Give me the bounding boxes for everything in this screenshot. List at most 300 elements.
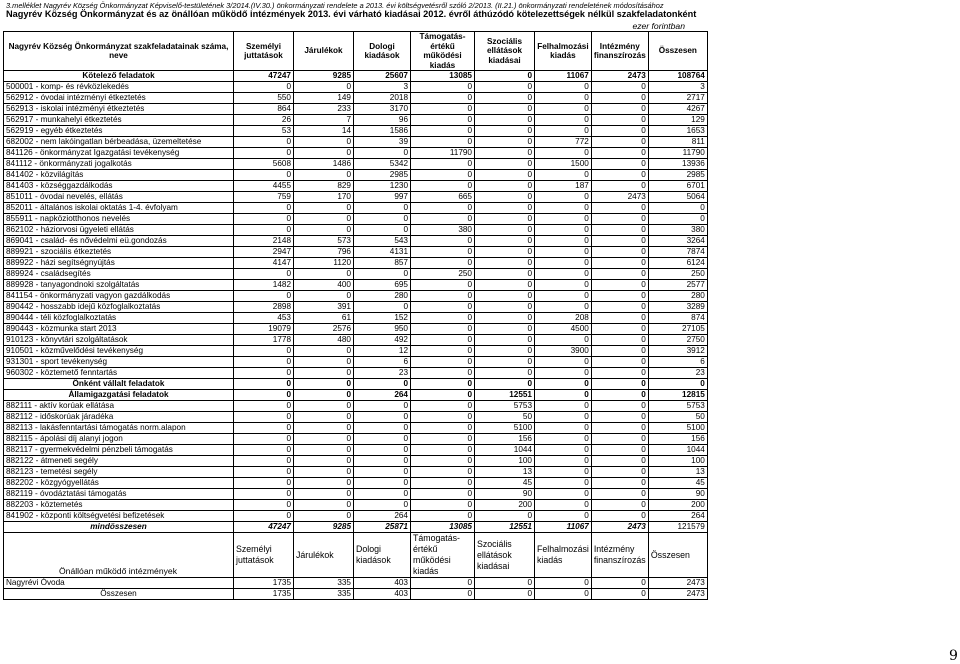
value-cell: 13936 <box>648 159 707 170</box>
value-cell: 0 <box>294 478 354 489</box>
value-cell: 12 <box>354 346 411 357</box>
value-cell: 11067 <box>535 522 592 533</box>
value-cell: 0 <box>411 445 475 456</box>
value-cell: 0 <box>234 357 294 368</box>
table-row <box>4 456 708 467</box>
table-row <box>4 170 708 181</box>
value-cell: 12815 <box>648 390 707 401</box>
table-row <box>4 148 708 159</box>
value-cell: 121579 <box>648 522 707 533</box>
value-cell: 12551 <box>475 390 535 401</box>
value-cell: 453 <box>234 313 294 324</box>
table-row <box>4 291 708 302</box>
value-cell: 772 <box>535 137 592 148</box>
value-cell: 2947 <box>234 247 294 258</box>
value-cell: 0 <box>475 313 535 324</box>
value-cell: 5064 <box>648 192 707 203</box>
value-cell: 5342 <box>354 159 411 170</box>
value-cell: 0 <box>591 159 648 170</box>
value-cell: 864 <box>234 104 294 115</box>
value-cell: 0 <box>535 104 592 115</box>
value-cell: 0 <box>591 170 648 181</box>
value-cell: 0 <box>411 115 475 126</box>
value-cell: 0 <box>648 214 707 225</box>
value-cell: 13 <box>475 467 535 478</box>
value-cell: 0 <box>591 115 648 126</box>
value-cell: 380 <box>648 225 707 236</box>
value-cell: 0 <box>294 500 354 511</box>
value-cell: 0 <box>354 445 411 456</box>
value-cell: 0 <box>535 236 592 247</box>
value-cell: 0 <box>591 269 648 280</box>
value-cell: 0 <box>591 258 648 269</box>
institutions-header-name: Önállóan működő intézmények <box>4 533 234 578</box>
value-cell: 1735 <box>234 578 294 589</box>
value-cell: 0 <box>411 456 475 467</box>
value-cell: 0 <box>535 379 592 390</box>
value-cell: 3900 <box>535 346 592 357</box>
value-cell: 0 <box>411 423 475 434</box>
value-cell: 200 <box>475 500 535 511</box>
value-cell: 0 <box>411 335 475 346</box>
value-cell: 997 <box>354 192 411 203</box>
value-cell: 0 <box>475 280 535 291</box>
table-row <box>4 434 708 445</box>
value-cell: 0 <box>411 302 475 313</box>
value-cell: 0 <box>591 412 648 423</box>
table-row <box>4 214 708 225</box>
value-cell: 0 <box>591 511 648 522</box>
row-label: 882122 - átmeneti segély <box>4 456 234 467</box>
column-header-institution-funding: Intézmény finanszírozás <box>591 32 648 71</box>
table-row <box>4 247 708 258</box>
value-cell: 0 <box>475 82 535 93</box>
value-cell: 45 <box>475 478 535 489</box>
value-cell: 6 <box>648 357 707 368</box>
value-cell: 2576 <box>294 324 354 335</box>
row-label: 841154 - önkormányzati vagyon gazdálkodás <box>4 291 234 302</box>
value-cell: 2473 <box>591 192 648 203</box>
row-label: 682002 - nem lakóingatlan bérbeadása, üzemeltetése <box>4 137 234 148</box>
value-cell: 0 <box>411 291 475 302</box>
table-row <box>4 137 708 148</box>
value-cell: 0 <box>535 357 592 368</box>
value-cell: 829 <box>294 181 354 192</box>
value-cell: 14 <box>294 126 354 137</box>
value-cell: 0 <box>535 280 592 291</box>
value-cell: 0 <box>535 401 592 412</box>
value-cell: 0 <box>591 346 648 357</box>
table-row <box>4 313 708 324</box>
value-cell: 0 <box>411 478 475 489</box>
value-cell: 0 <box>411 467 475 478</box>
value-cell: 0 <box>591 225 648 236</box>
row-label: 562917 - munkahelyi étkeztetés <box>4 115 234 126</box>
value-cell: 0 <box>411 137 475 148</box>
value-cell: 100 <box>475 456 535 467</box>
value-cell: 3289 <box>648 302 707 313</box>
value-cell: 5100 <box>648 423 707 434</box>
value-cell: 0 <box>535 489 592 500</box>
value-cell: 0 <box>411 368 475 379</box>
value-cell: 1586 <box>354 126 411 137</box>
row-label: 882123 - temetési segély <box>4 467 234 478</box>
value-cell: 264 <box>354 390 411 401</box>
institutions-column-header: Személyi juttatások <box>234 533 294 578</box>
value-cell: 0 <box>535 269 592 280</box>
value-cell: 0 <box>591 589 648 600</box>
value-cell: 0 <box>294 269 354 280</box>
table-row <box>4 192 708 203</box>
value-cell: 0 <box>234 412 294 423</box>
value-cell: 0 <box>411 126 475 137</box>
value-cell: 108764 <box>648 71 707 82</box>
value-cell: 950 <box>354 324 411 335</box>
institutions-header-row <box>4 533 708 578</box>
value-cell: 0 <box>411 82 475 93</box>
value-cell: 0 <box>591 478 648 489</box>
table-row <box>4 302 708 313</box>
value-cell: 5753 <box>648 401 707 412</box>
row-label: 910123 - könyvtári szolgáltatások <box>4 335 234 346</box>
value-cell: 0 <box>535 82 592 93</box>
value-cell: 0 <box>354 456 411 467</box>
value-cell: 2473 <box>591 522 648 533</box>
value-cell: 0 <box>294 489 354 500</box>
column-header-social: Szociális ellátások kiadásai <box>475 32 535 71</box>
value-cell: 0 <box>591 181 648 192</box>
value-cell: 0 <box>591 335 648 346</box>
table-row <box>4 258 708 269</box>
value-cell: 0 <box>535 291 592 302</box>
value-cell: 0 <box>354 379 411 390</box>
table-row <box>4 159 708 170</box>
value-cell: 0 <box>411 214 475 225</box>
value-cell: 0 <box>648 379 707 390</box>
value-cell: 2473 <box>591 71 648 82</box>
table-row <box>4 511 708 522</box>
value-cell: 2985 <box>354 170 411 181</box>
value-cell: 0 <box>411 511 475 522</box>
row-label: 562912 - óvodai intézményi étkeztetés <box>4 93 234 104</box>
value-cell: 2473 <box>648 578 707 589</box>
value-cell: 0 <box>591 500 648 511</box>
value-cell: 3 <box>354 82 411 93</box>
value-cell: 2473 <box>648 589 707 600</box>
value-cell: 0 <box>294 291 354 302</box>
row-label: 500001 - komp- és révközlekedés <box>4 82 234 93</box>
value-cell: 0 <box>535 247 592 258</box>
value-cell: 0 <box>535 511 592 522</box>
value-cell: 23 <box>648 368 707 379</box>
value-cell: 0 <box>354 148 411 159</box>
value-cell: 0 <box>234 214 294 225</box>
institutions-column-header: Intézmény finanszírozás <box>591 533 648 578</box>
value-cell: 400 <box>294 280 354 291</box>
value-cell: 0 <box>354 412 411 423</box>
value-cell: 0 <box>354 203 411 214</box>
value-cell: 0 <box>294 511 354 522</box>
value-cell: 25607 <box>354 71 411 82</box>
table-row <box>4 324 708 335</box>
value-cell: 1500 <box>535 159 592 170</box>
value-cell: 0 <box>535 192 592 203</box>
value-cell: 0 <box>591 137 648 148</box>
table-row <box>4 467 708 478</box>
value-cell: 1230 <box>354 181 411 192</box>
table-row <box>4 104 708 115</box>
column-header-total: Összesen <box>648 32 707 71</box>
value-cell: 13085 <box>411 71 475 82</box>
value-cell: 0 <box>234 434 294 445</box>
institutions-column-header: Dologi kiadások <box>354 533 411 578</box>
value-cell: 0 <box>294 148 354 159</box>
value-cell: 3170 <box>354 104 411 115</box>
value-cell: 0 <box>411 401 475 412</box>
table-row <box>4 269 708 280</box>
value-cell: 0 <box>234 291 294 302</box>
row-label: Összesen <box>4 589 234 600</box>
value-cell: 156 <box>475 434 535 445</box>
value-cell: 1486 <box>294 159 354 170</box>
value-cell: 0 <box>294 401 354 412</box>
value-cell: 0 <box>411 258 475 269</box>
table-row <box>4 236 708 247</box>
value-cell: 156 <box>648 434 707 445</box>
value-cell: 0 <box>535 126 592 137</box>
table-row <box>4 82 708 93</box>
value-cell: 61 <box>294 313 354 324</box>
value-cell: 233 <box>294 104 354 115</box>
value-cell: 0 <box>294 423 354 434</box>
value-cell: 796 <box>294 247 354 258</box>
value-cell: 0 <box>354 500 411 511</box>
value-cell: 0 <box>648 203 707 214</box>
value-cell: 0 <box>294 170 354 181</box>
value-cell: 100 <box>648 456 707 467</box>
value-cell: 0 <box>535 170 592 181</box>
value-cell: 0 <box>475 269 535 280</box>
table-row <box>4 489 708 500</box>
value-cell: 0 <box>411 589 475 600</box>
row-label: 890443 - közmunka start 2013 <box>4 324 234 335</box>
row-label: 882117 - gyermekvédelmi pénzbeli támogatás <box>4 445 234 456</box>
table-row <box>4 478 708 489</box>
value-cell: 0 <box>234 489 294 500</box>
value-cell: 0 <box>535 203 592 214</box>
value-cell: 0 <box>535 456 592 467</box>
value-cell: 0 <box>475 368 535 379</box>
value-cell: 149 <box>294 93 354 104</box>
value-cell: 403 <box>354 589 411 600</box>
value-cell: 0 <box>475 247 535 258</box>
value-cell: 0 <box>411 181 475 192</box>
value-cell: 47247 <box>234 522 294 533</box>
column-header-transfers: Támogatás-értékű működési kiadás <box>411 32 475 71</box>
value-cell: 0 <box>475 170 535 181</box>
value-cell: 0 <box>354 434 411 445</box>
value-cell: 4455 <box>234 181 294 192</box>
value-cell: 50 <box>648 412 707 423</box>
value-cell: 0 <box>591 423 648 434</box>
column-header-contributions: Járulékok <box>294 32 354 71</box>
table-row <box>4 401 708 412</box>
row-label: 562913 - iskolai intézményi étkeztetés <box>4 104 234 115</box>
value-cell: 9285 <box>294 71 354 82</box>
value-cell: 0 <box>411 247 475 258</box>
value-cell: 0 <box>535 467 592 478</box>
table-row <box>4 181 708 192</box>
value-cell: 759 <box>234 192 294 203</box>
value-cell: 0 <box>294 445 354 456</box>
value-cell: 2750 <box>648 335 707 346</box>
table-row <box>4 335 708 346</box>
value-cell: 0 <box>475 181 535 192</box>
value-cell: 0 <box>354 489 411 500</box>
row-label: 855911 - napköziotthonos nevelés <box>4 214 234 225</box>
column-header-name: Nagyrév Község Önkormányzat szakfeladatainak száma, neve <box>4 32 234 71</box>
value-cell: 0 <box>294 346 354 357</box>
value-cell: 1120 <box>294 258 354 269</box>
column-header-capital: Felhalmozási kiadás <box>535 32 592 71</box>
value-cell: 187 <box>535 181 592 192</box>
value-cell: 0 <box>475 258 535 269</box>
value-cell: 0 <box>411 434 475 445</box>
value-cell: 0 <box>535 390 592 401</box>
value-cell: 4267 <box>648 104 707 115</box>
value-cell: 0 <box>475 511 535 522</box>
value-cell: 53 <box>234 126 294 137</box>
value-cell: 2148 <box>234 236 294 247</box>
page-number: 9 <box>949 648 958 664</box>
value-cell: 0 <box>354 401 411 412</box>
document-reference-line: 3.melléklet Nagyrév Község Önkormányzat Képviselő-testületének 3/2014.(IV.30.) önkormányzati rendelete a 2013. évi költségvetésről szóló 2/2013. (II.21.) önkormányzati rendeletének módosításához <box>6 1 664 10</box>
value-cell: 0 <box>591 247 648 258</box>
value-cell: 380 <box>411 225 475 236</box>
value-cell: 90 <box>475 489 535 500</box>
row-label: Kötelező feladatok <box>4 71 234 82</box>
value-cell: 0 <box>294 357 354 368</box>
value-cell: 2577 <box>648 280 707 291</box>
table-row <box>4 203 708 214</box>
column-header-row <box>4 32 708 71</box>
value-cell: 0 <box>591 357 648 368</box>
value-cell: 0 <box>234 346 294 357</box>
row-label: 960302 - köztemető fenntartás <box>4 368 234 379</box>
value-cell: 0 <box>591 379 648 390</box>
value-cell: 0 <box>294 456 354 467</box>
value-cell: 0 <box>535 578 592 589</box>
row-label: 890444 - téli közfoglalkoztatás <box>4 313 234 324</box>
value-cell: 0 <box>591 126 648 137</box>
value-cell: 573 <box>294 236 354 247</box>
value-cell: 0 <box>475 159 535 170</box>
value-cell: 0 <box>475 302 535 313</box>
value-cell: 2018 <box>354 93 411 104</box>
value-cell: 12551 <box>475 522 535 533</box>
value-cell: 0 <box>535 412 592 423</box>
document-title: Nagyrév Község Önkormányzat és az önállóan működő intézmények 2013. évi várható kiadásai 2012. évről áthúzódó kötelezettségek nélkül szakfeladatonként <box>6 9 697 19</box>
value-cell: 0 <box>475 324 535 335</box>
value-cell: 3912 <box>648 346 707 357</box>
value-cell: 0 <box>294 379 354 390</box>
value-cell: 1044 <box>648 445 707 456</box>
table-row <box>4 500 708 511</box>
row-label: 882119 - óvodáztatási támogatás <box>4 489 234 500</box>
value-cell: 6701 <box>648 181 707 192</box>
institutions-column-header: Felhalmozási kiadás <box>535 533 592 578</box>
section-row <box>4 522 708 533</box>
value-cell: 0 <box>591 456 648 467</box>
value-cell: 1044 <box>475 445 535 456</box>
value-cell: 0 <box>354 225 411 236</box>
table-row <box>4 368 708 379</box>
value-cell: 0 <box>475 379 535 390</box>
value-cell: 23 <box>354 368 411 379</box>
value-cell: 0 <box>535 214 592 225</box>
value-cell: 0 <box>475 115 535 126</box>
value-cell: 50 <box>475 412 535 423</box>
row-label: 890442 - hosszabb idejű közfoglalkoztatás <box>4 302 234 313</box>
row-label: 562919 - egyéb étkeztetés <box>4 126 234 137</box>
value-cell: 13 <box>648 467 707 478</box>
value-cell: 7 <box>294 115 354 126</box>
value-cell: 0 <box>591 302 648 313</box>
row-label: 882115 - ápolási díj alanyi jogon <box>4 434 234 445</box>
value-cell: 0 <box>475 357 535 368</box>
table-row <box>4 93 708 104</box>
value-cell: 0 <box>234 478 294 489</box>
value-cell: 0 <box>591 104 648 115</box>
value-cell: 403 <box>354 578 411 589</box>
value-cell: 0 <box>354 423 411 434</box>
value-cell: 0 <box>234 511 294 522</box>
value-cell: 0 <box>535 115 592 126</box>
value-cell: 280 <box>648 291 707 302</box>
value-cell: 0 <box>234 379 294 390</box>
value-cell: 250 <box>648 269 707 280</box>
value-cell: 0 <box>535 368 592 379</box>
institutions-column-header: Összesen <box>648 533 707 578</box>
currency-unit-note: ezer forintban <box>632 21 685 31</box>
value-cell: 3264 <box>648 236 707 247</box>
table-row <box>4 346 708 357</box>
value-cell: 0 <box>535 302 592 313</box>
institution-row <box>4 578 708 589</box>
value-cell: 550 <box>234 93 294 104</box>
value-cell: 543 <box>354 236 411 247</box>
value-cell: 0 <box>411 357 475 368</box>
value-cell: 25871 <box>354 522 411 533</box>
value-cell: 0 <box>234 423 294 434</box>
section-row <box>4 379 708 390</box>
value-cell: 2898 <box>234 302 294 313</box>
value-cell: 0 <box>354 467 411 478</box>
institutions-column-header: Járulékok <box>294 533 354 578</box>
value-cell: 0 <box>535 335 592 346</box>
value-cell: 0 <box>475 148 535 159</box>
table-row <box>4 445 708 456</box>
row-label: 841126 - önkormányzat Igazgatási tevékenység <box>4 148 234 159</box>
value-cell: 492 <box>354 335 411 346</box>
table-row <box>4 126 708 137</box>
row-label: 889924 - családsegítés <box>4 269 234 280</box>
value-cell: 0 <box>591 467 648 478</box>
row-label: 869041 - család- és nővédelmi eü.gondozás <box>4 236 234 247</box>
value-cell: 0 <box>475 291 535 302</box>
value-cell: 0 <box>591 390 648 401</box>
value-cell: 200 <box>648 500 707 511</box>
